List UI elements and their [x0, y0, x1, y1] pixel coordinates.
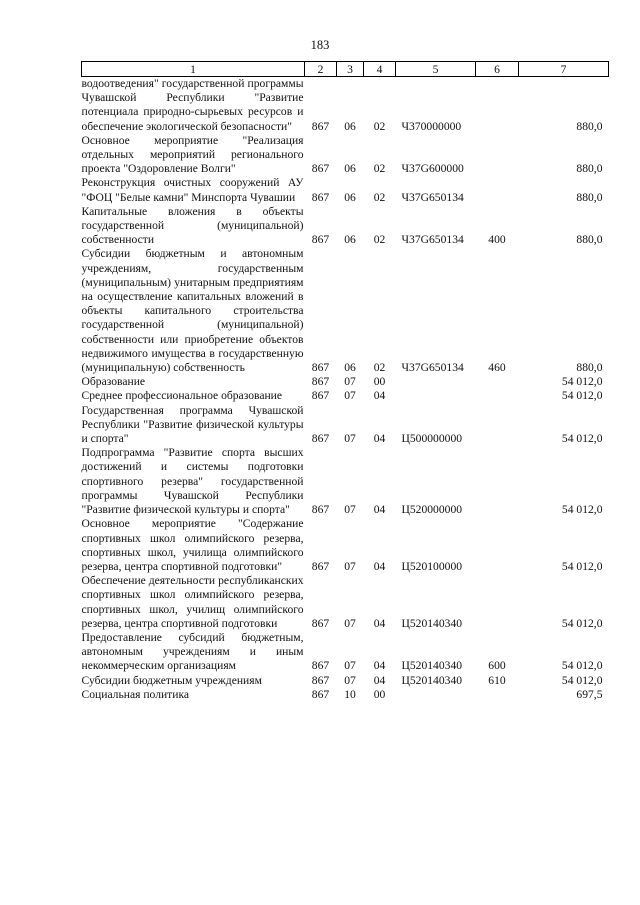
column-header-7: 7 [519, 62, 609, 77]
table-row [82, 247, 609, 375]
expense-type-code [476, 688, 519, 702]
amount: 880,0 [576, 119, 603, 133]
target-article-code: Ц520000000 [401, 503, 463, 517]
chapter-code: 867 [311, 389, 330, 403]
row-name: Социальная политика [81, 687, 190, 701]
expense-type-code [476, 375, 519, 389]
expense-type-code [476, 404, 519, 447]
page-number: 183 [310, 38, 330, 52]
table-row [82, 389, 609, 403]
section-code: 06 [344, 361, 356, 375]
target-article-code [396, 688, 476, 702]
column-header-1: 1 [82, 62, 305, 77]
target-article-code: Ц520140340 [401, 616, 463, 630]
amount: 880,0 [576, 162, 603, 176]
budget-table [81, 61, 609, 702]
table-row [82, 404, 609, 447]
subsection-code: 02 [373, 233, 386, 247]
amount: 880,0 [576, 190, 603, 204]
header-row [82, 62, 609, 77]
target-article-code: Ц520140340 [401, 673, 463, 687]
expense-type-code [476, 574, 519, 631]
target-article-code: Ч37G650134 [401, 361, 464, 375]
subsection-code: 04 [373, 389, 386, 403]
row-name: Реконструкция очистных сооружений АУ "ФОЦ "Белые камни" Минспорта Чувашии [81, 176, 304, 204]
row-name: Обеспечение деятельности республиканских спортивных школ олимпийского резерва, спортивных школ, училищ олимпийского резерва, центра спортивной подготовки [81, 574, 304, 630]
table-row [82, 446, 609, 517]
row-name: Основное мероприятие "Содержание спортивных школ олимпийского резерва, спортивных школ, училища олимпийского резерва, центра спортивной подготовки" [81, 517, 304, 573]
subsection-code: 04 [373, 432, 386, 446]
amount: 880,0 [576, 361, 603, 375]
subsection-code: 02 [373, 190, 386, 204]
chapter-code: 867 [311, 503, 330, 517]
table-row [82, 375, 609, 389]
amount: 880,0 [576, 233, 603, 247]
expense-type-code [476, 517, 519, 574]
chapter-code: 867 [311, 559, 330, 573]
table-row [82, 134, 609, 177]
subsection-code: 00 [373, 687, 386, 701]
section-code: 07 [344, 659, 356, 673]
chapter-code: 867 [311, 375, 330, 389]
chapter-code: 867 [311, 119, 330, 133]
subsection-code: 02 [373, 361, 386, 375]
chapter-code: 867 [311, 687, 330, 701]
table-row [82, 674, 609, 688]
section-code: 07 [344, 673, 356, 687]
section-code: 10 [344, 687, 356, 701]
column-header-5: 5 [396, 62, 476, 77]
column-header-3: 3 [337, 62, 364, 77]
chapter-code: 867 [311, 162, 330, 176]
table-row [82, 77, 609, 134]
row-name: Капитальные вложения в объекты государственной (муниципальной) собственности [81, 204, 304, 247]
expense-type-code: 400 [488, 233, 506, 247]
chapter-code: 867 [311, 361, 330, 375]
chapter-code: 867 [311, 673, 330, 687]
amount: 54 012,0 [561, 616, 603, 630]
target-article-code: Ц520140340 [401, 659, 463, 673]
table-body [82, 77, 609, 702]
target-article-code: Ч37G650134 [401, 190, 464, 204]
column-header-4: 4 [364, 62, 396, 77]
target-article-code: Ч370000000 [401, 119, 462, 133]
target-article-code [396, 389, 476, 403]
section-code: 07 [344, 375, 356, 389]
chapter-code: 867 [311, 616, 330, 630]
target-article-code: Ц520100000 [401, 559, 463, 573]
subsection-code: 00 [373, 375, 386, 389]
subsection-code: 04 [373, 659, 386, 673]
subsection-code: 02 [373, 162, 386, 176]
chapter-code: 867 [311, 190, 330, 204]
chapter-code: 867 [311, 659, 330, 673]
expense-type-code [476, 176, 519, 204]
row-name: Среднее профессиональное образование [81, 389, 283, 403]
target-article-code: Ч37G650134 [401, 233, 464, 247]
table-row [82, 631, 609, 674]
section-code: 06 [344, 233, 356, 247]
section-code: 06 [344, 162, 356, 176]
amount: 54 012,0 [561, 673, 603, 687]
amount: 697,5 [576, 687, 603, 701]
section-code: 07 [344, 503, 356, 517]
amount: 54 012,0 [561, 375, 603, 389]
target-article-code: Ц500000000 [401, 432, 463, 446]
section-code: 07 [344, 432, 356, 446]
row-name: Подпрограмма "Развитие спорта высших достижений и системы подготовки спортивного резерва" государственной программы Чувашской Республики "Развитие физической культуры и спорта" [81, 446, 304, 517]
subsection-code: 04 [373, 673, 386, 687]
expense-type-code: 600 [488, 659, 506, 673]
target-article-code: Ч37G600000 [401, 162, 464, 176]
subsection-code: 04 [373, 559, 386, 573]
amount: 54 012,0 [561, 659, 603, 673]
column-header-6: 6 [476, 62, 519, 77]
expense-type-code: 610 [488, 673, 506, 687]
row-name: Образование [81, 375, 146, 389]
section-code: 07 [344, 389, 356, 403]
subsection-code: 04 [373, 616, 386, 630]
row-name: Предоставление субсидий бюджетным, автономным учреждениям и иным некоммерческим организациям [81, 630, 304, 673]
table-row [82, 205, 609, 248]
section-code: 06 [344, 119, 356, 133]
section-code: 07 [344, 559, 356, 573]
expense-type-code [476, 77, 519, 134]
subsection-code: 02 [373, 119, 386, 133]
amount: 54 012,0 [561, 432, 603, 446]
expense-type-code [476, 389, 519, 403]
amount: 54 012,0 [561, 503, 603, 517]
table-row [82, 574, 609, 631]
subsection-code: 04 [373, 503, 386, 517]
expense-type-code: 460 [488, 361, 506, 375]
target-article-code [396, 375, 476, 389]
expense-type-code [476, 134, 519, 177]
row-name: Государственная программа Чувашской Республики "Развитие физической культуры и спорта" [81, 403, 304, 446]
section-code: 07 [344, 616, 356, 630]
amount: 54 012,0 [561, 559, 603, 573]
row-name: Субсидии бюджетным учреждениям [81, 673, 262, 687]
chapter-code: 867 [311, 233, 330, 247]
amount: 54 012,0 [561, 389, 603, 403]
table-row [82, 517, 609, 574]
row-name: водоотведения" государственной программы Чувашской Республики "Развитие потенциала природно-сырьевых ресурсов и обеспечение экологической безопасности" [81, 77, 304, 133]
chapter-code: 867 [311, 432, 330, 446]
table-row [82, 176, 609, 204]
section-code: 06 [344, 190, 356, 204]
row-name: Основное мероприятие "Реализация отдельных мероприятий регионального проекта "Оздоровление Волги" [81, 133, 304, 176]
table-header [82, 62, 609, 77]
table-row [82, 688, 609, 702]
expense-type-code [476, 446, 519, 517]
row-name: Субсидии бюджетным и автономным учреждениям, государственным (муниципальным) унитарным предприятиям на осуществление капитальных вложений в объекты капитального строительства государственной (муниципальной) собственности или приобретение объектов недвижимого имущества в государственную (муниципальную) собственность [81, 247, 304, 375]
column-header-2: 2 [305, 62, 337, 77]
